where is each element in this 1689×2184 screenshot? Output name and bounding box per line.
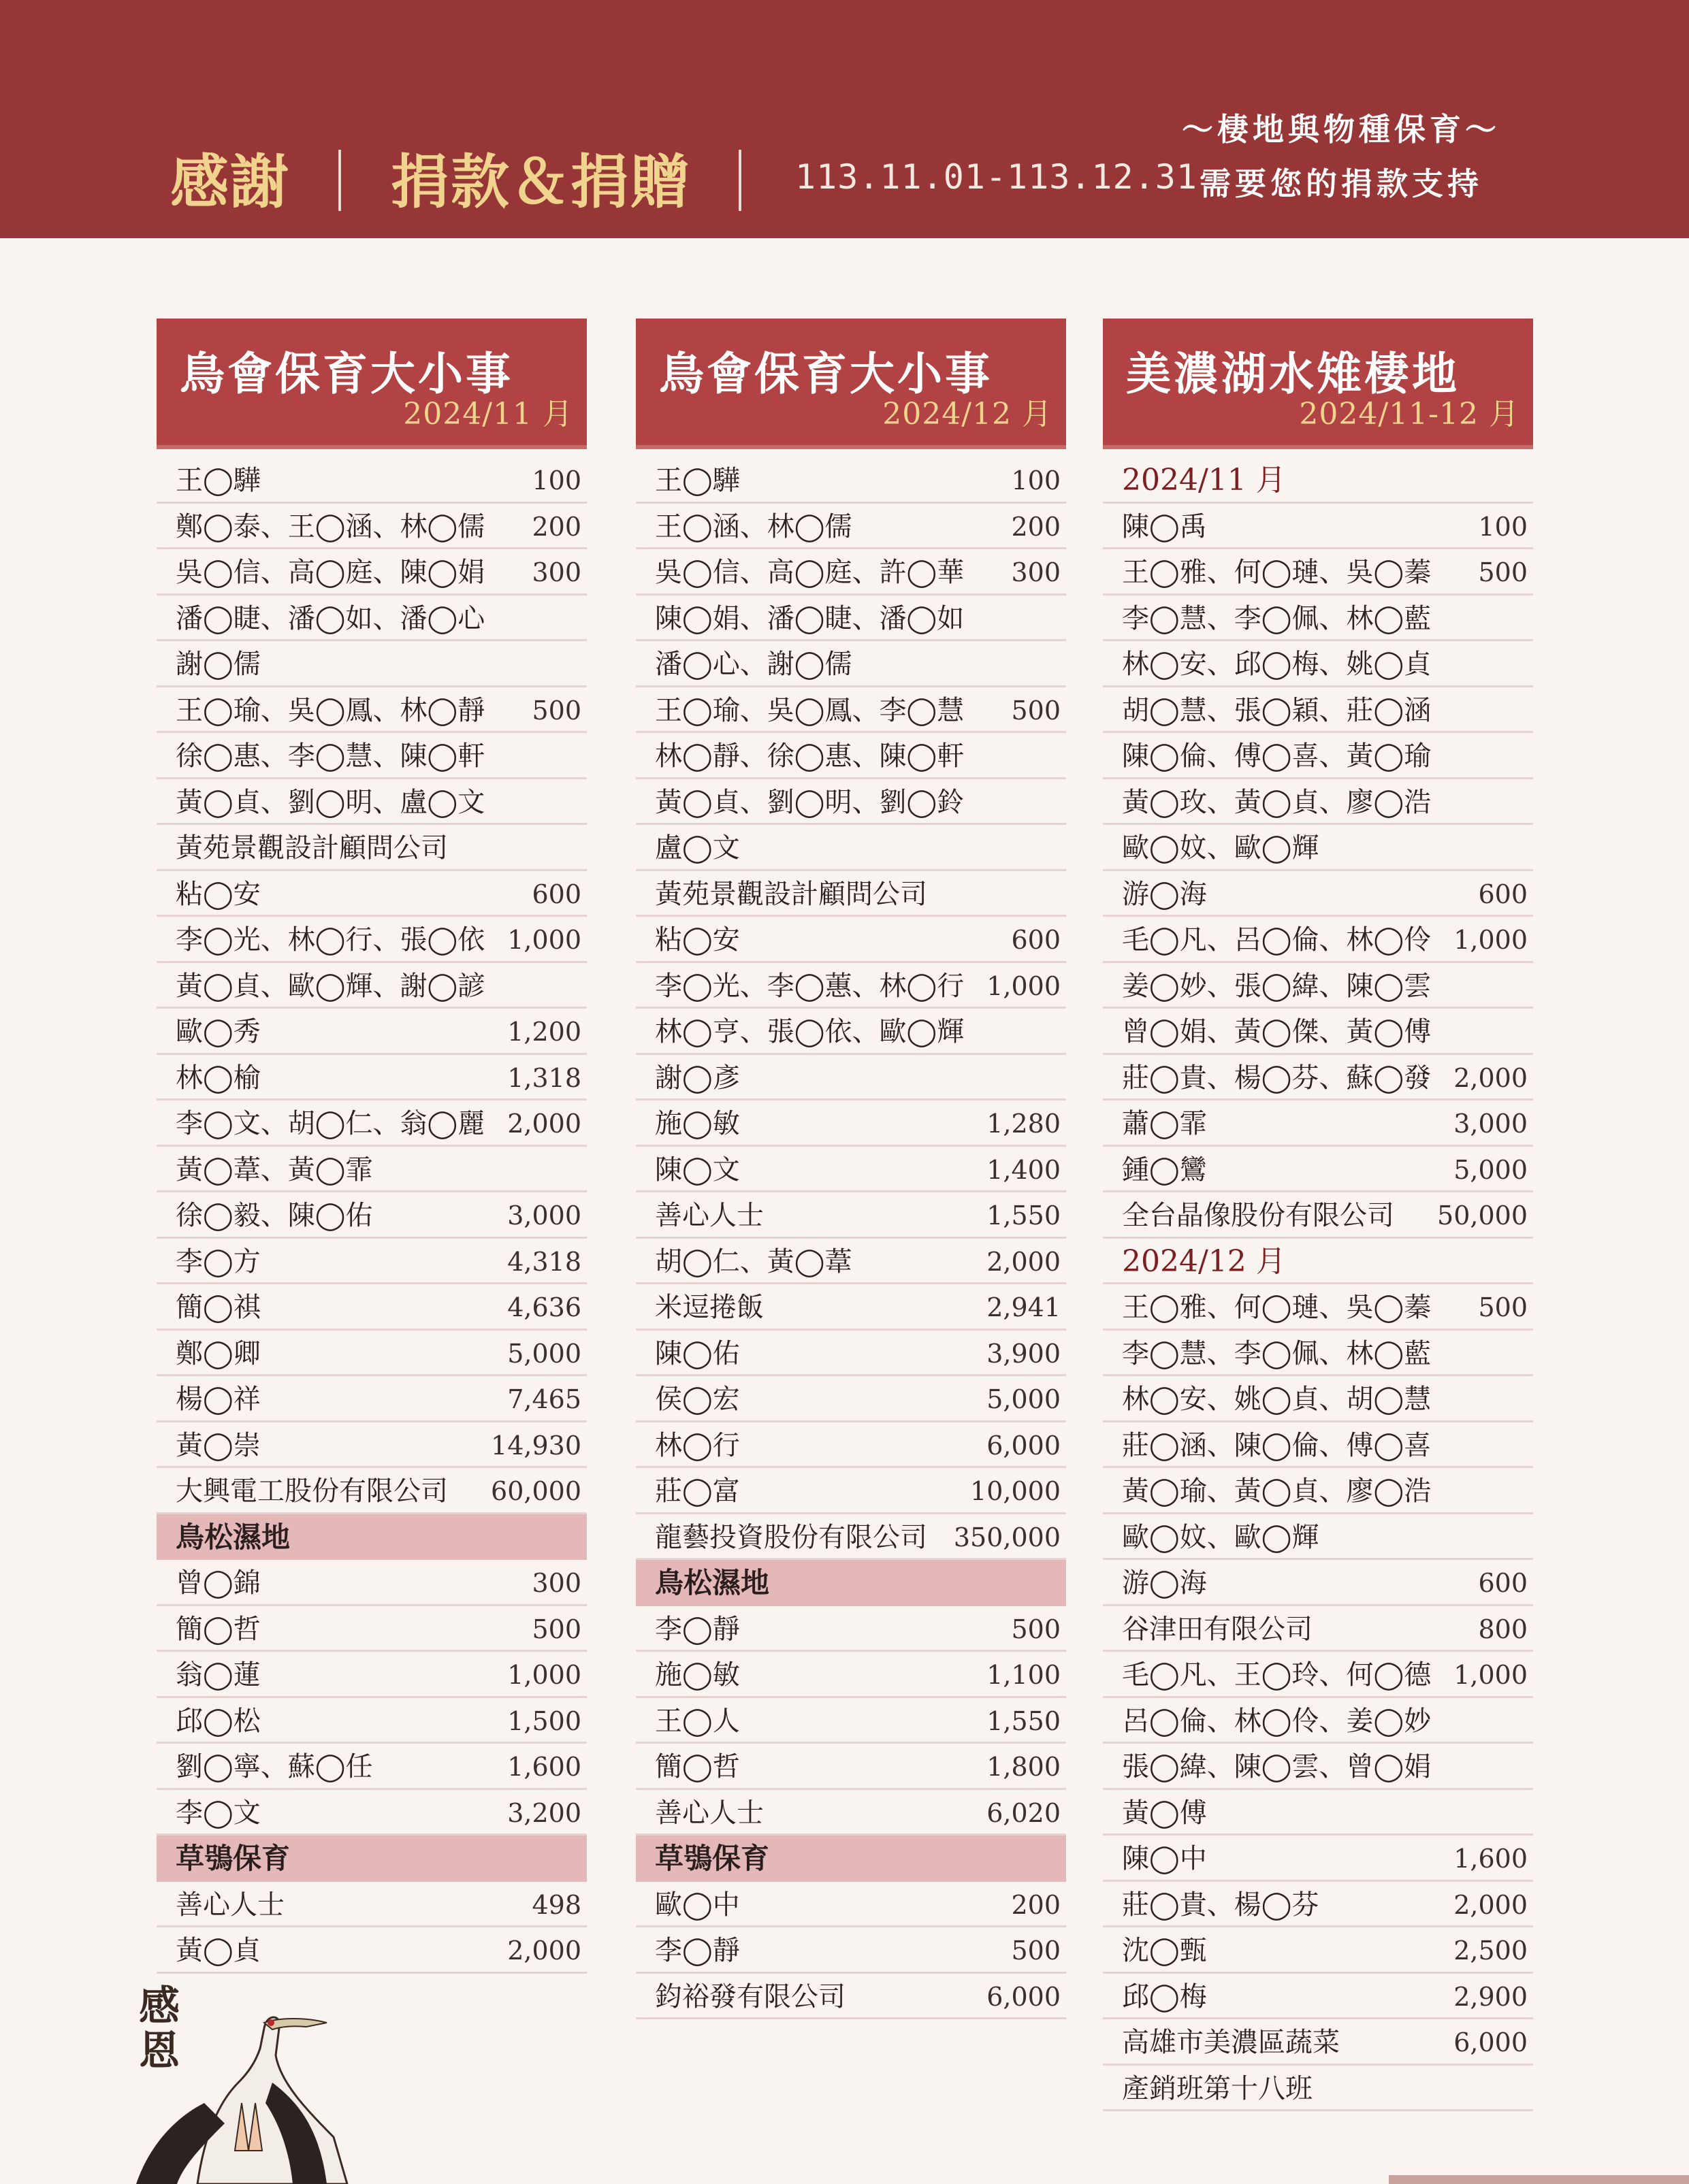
donor-name: 黃◯貞、劉◯明、劉◯鈴	[655, 786, 965, 818]
donation-amount: 2,000	[986, 1246, 1061, 1277]
donor-name: 李◯文、胡◯仁、翁◯麗	[176, 1108, 485, 1139]
donor-row	[636, 871, 1066, 917]
donor-row	[1103, 1422, 1533, 1469]
donation-amount: 500	[1011, 1614, 1061, 1644]
donor-row	[157, 596, 587, 642]
donor-row	[1103, 1468, 1533, 1514]
donation-amount: 1,000	[1453, 1660, 1528, 1690]
donor-name: 歐◯妏、歐◯輝	[1122, 1521, 1319, 1553]
donation-amount: 14,930	[491, 1430, 581, 1461]
donor-row	[636, 1468, 1066, 1514]
donor-row	[636, 1192, 1066, 1239]
donor-row	[157, 1790, 587, 1836]
donor-row	[636, 1882, 1066, 1928]
donor-row	[1103, 1652, 1533, 1698]
donor-name: 姜◯妙、張◯緯、陳◯雲	[1122, 970, 1432, 1002]
donor-name: 龍藝投資股份有限公司	[655, 1521, 927, 1553]
donor-row	[636, 596, 1066, 642]
donation-amount: 300	[532, 1568, 581, 1598]
donor-name: 鄭◯卿	[176, 1337, 261, 1369]
donation-amount: 500	[532, 695, 581, 726]
donation-amount: 1,500	[507, 1706, 581, 1736]
donor-name: 善心人士	[655, 1200, 764, 1231]
donor-name: 翁◯蓮	[176, 1659, 261, 1691]
donor-row	[157, 457, 587, 504]
donor-row	[636, 457, 1066, 504]
donor-name: 邱◯松	[176, 1705, 261, 1737]
donor-name: 施◯敏	[655, 1659, 740, 1691]
donor-row	[1103, 504, 1533, 550]
donor-name: 莊◯涵、陳◯倫、傅◯喜	[1122, 1429, 1432, 1461]
donor-row	[636, 1927, 1066, 1974]
donor-name: 王◯瑜、吳◯鳳、李◯慧	[655, 694, 965, 726]
section-header	[636, 1560, 1066, 1606]
donor-row	[636, 963, 1066, 1009]
slogan-line-1: ～棲地與物種保育～	[1182, 111, 1500, 148]
donor-name: 草鴞保育	[176, 1842, 291, 1875]
donor-row	[157, 963, 587, 1009]
donor-name: 黃苑景觀設計顧問公司	[176, 832, 448, 864]
donation-amount: 1,000	[986, 971, 1061, 1001]
donor-name: 邱◯梅	[1122, 1981, 1207, 2012]
donor-name: 林◯靜、徐◯惠、陳◯軒	[655, 740, 965, 772]
donation-amount: 500	[1011, 695, 1061, 726]
donation-amount: 600	[1478, 879, 1528, 909]
donation-amount: 2,000	[1453, 1889, 1528, 1920]
donor-row	[636, 825, 1066, 871]
donor-name: 2024/12 月	[1122, 1243, 1286, 1279]
donor-row	[636, 1606, 1066, 1652]
donor-name: 李◯光、李◯蕙、林◯行	[655, 970, 965, 1002]
donor-list	[157, 457, 587, 1974]
donation-amount: 500	[532, 1614, 581, 1644]
donor-name: 張◯緯、陳◯雲、曾◯娟	[1122, 1751, 1432, 1782]
donor-name: 黃◯貞	[176, 1935, 261, 1966]
donation-amount: 200	[1011, 511, 1061, 542]
donor-row	[636, 504, 1066, 550]
donor-row	[636, 641, 1066, 687]
donor-row	[636, 1147, 1066, 1193]
column-title: 鳥會保育大小事	[180, 347, 513, 400]
donor-name: 草鴞保育	[655, 1842, 770, 1875]
donor-row	[1103, 871, 1533, 917]
section-header	[636, 1836, 1066, 1882]
donor-name: 鈞裕發有限公司	[655, 1981, 846, 2012]
donor-name: 鍾◯鸞	[1122, 1154, 1207, 1186]
donation-amount: 600	[1478, 1568, 1528, 1598]
donor-name: 王◯雅、何◯璉、吳◯蓁	[1122, 1292, 1432, 1323]
donor-name: 林◯安、邱◯梅、姚◯貞	[1122, 649, 1432, 680]
donor-name: 莊◯貴、楊◯芬	[1122, 1889, 1319, 1921]
donor-name: 施◯敏	[655, 1108, 740, 1139]
donor-name: 胡◯慧、張◯穎、莊◯涵	[1122, 694, 1432, 726]
donation-amount: 1,100	[986, 1660, 1061, 1690]
donor-name: 侯◯宏	[655, 1384, 740, 1415]
section-header	[157, 1514, 587, 1561]
donor-row	[1103, 1147, 1533, 1193]
donor-name: 黃◯貞、劉◯明、盧◯文	[176, 786, 485, 818]
column-header	[157, 319, 587, 449]
donation-amount: 2,500	[1453, 1936, 1528, 1966]
donor-name: 粘◯安	[655, 924, 740, 956]
donor-name: 黃◯玫、黃◯貞、廖◯浩	[1122, 786, 1432, 818]
donor-name: 歐◯中	[655, 1889, 740, 1921]
donor-name: 全台晶像股份有限公司	[1122, 1200, 1394, 1231]
donation-amount: 1,550	[986, 1201, 1061, 1230]
donor-name: 粘◯安	[176, 878, 261, 910]
donation-amount: 2,000	[507, 1109, 581, 1139]
donor-name: 黃◯崇	[176, 1429, 261, 1461]
title-thanks: 感謝	[170, 148, 290, 216]
donation-amount: 1,318	[507, 1062, 581, 1093]
donor-name: 黃◯瑜、黃◯貞、廖◯浩	[1122, 1476, 1432, 1507]
donor-name: 李◯文	[176, 1797, 261, 1829]
donation-amount: 5,000	[986, 1384, 1061, 1414]
donor-row	[1103, 1101, 1533, 1147]
donation-amount: 5,000	[1453, 1154, 1528, 1185]
donor-name: 李◯慧、李◯佩、林◯藍	[1122, 602, 1432, 634]
donor-name: 王◯驊	[655, 465, 740, 496]
donor-name: 楊◯祥	[176, 1384, 261, 1415]
corner-accent	[1389, 2175, 1689, 2184]
donor-name: 曾◯娟、黃◯傑、黃◯傅	[1122, 1016, 1432, 1047]
donor-row	[157, 687, 587, 734]
donor-row	[157, 1652, 587, 1698]
donor-row	[1103, 1882, 1533, 1928]
donation-amount: 1,200	[507, 1017, 581, 1047]
donor-name: 黃◯傅	[1122, 1797, 1207, 1829]
donor-row	[1103, 1192, 1533, 1239]
donor-name: 游◯海	[1122, 1567, 1207, 1599]
donor-name: 王◯涵、林◯儒	[655, 510, 852, 542]
column-header	[636, 319, 1066, 449]
donation-amount: 1,000	[507, 925, 581, 955]
donor-name: 莊◯貴、楊◯芬、蘇◯發	[1122, 1062, 1432, 1094]
donor-name: 莊◯富	[655, 1476, 740, 1507]
donor-name: 劉◯寧、蘇◯任	[176, 1751, 373, 1782]
donation-amount: 350,000	[953, 1522, 1061, 1552]
donation-amount: 200	[532, 511, 581, 542]
donor-row	[157, 825, 587, 871]
donor-name: 歐◯秀	[176, 1016, 261, 1047]
donor-row	[1103, 1514, 1533, 1561]
donor-row	[636, 733, 1066, 779]
donor-row	[157, 1284, 587, 1331]
donor-row	[636, 1009, 1066, 1055]
donation-amount: 4,318	[507, 1246, 581, 1277]
donation-amount: 1,600	[1453, 1844, 1528, 1874]
donor-name: 陳◯佑	[655, 1337, 740, 1369]
date-range: 113.11.01-113.12.31	[795, 157, 1197, 197]
donor-name: 王◯驊	[176, 465, 261, 496]
donor-row	[1103, 1284, 1533, 1331]
donor-name: 鄭◯泰、王◯涵、林◯儒	[176, 510, 485, 542]
donor-name: 李◯慧、李◯佩、林◯藍	[1122, 1337, 1432, 1369]
donation-amount: 5,000	[507, 1338, 581, 1369]
donor-name: 鳥松濕地	[655, 1566, 770, 1599]
donor-name: 毛◯凡、王◯玲、何◯德	[1122, 1659, 1432, 1691]
donation-amount: 800	[1478, 1614, 1528, 1644]
column-title: 鳥會保育大小事	[659, 347, 993, 400]
donor-row	[636, 1514, 1066, 1561]
donor-row	[1103, 1009, 1533, 1055]
donor-name: 簡◯哲	[176, 1613, 261, 1645]
donor-row	[636, 917, 1066, 963]
donor-row	[636, 687, 1066, 734]
month-header	[1103, 457, 1533, 504]
donor-name: 曾◯錦	[176, 1567, 261, 1599]
title-donations: 捐款＆捐贈	[391, 148, 690, 216]
donation-amount: 2,941	[986, 1292, 1061, 1322]
column-bird-nov	[157, 319, 587, 1974]
donor-name: 陳◯禹	[1122, 510, 1207, 542]
donor-row	[1103, 1974, 1533, 2020]
donor-row	[1103, 1055, 1533, 1101]
donor-name: 陳◯倫、傅◯喜、黃◯瑜	[1122, 740, 1432, 772]
donor-name: 吳◯信、高◯庭、許◯華	[655, 557, 965, 588]
donor-row	[1103, 596, 1533, 642]
column-header	[1103, 319, 1533, 449]
donation-amount: 6,000	[986, 1981, 1061, 2012]
donor-row	[1103, 779, 1533, 826]
donation-amount: 2,000	[507, 1936, 581, 1966]
donor-name: 徐◯毅、陳◯佑	[176, 1200, 373, 1231]
month-header	[1103, 1239, 1533, 1285]
column-title: 美濃湖水雉棲地	[1126, 347, 1460, 400]
donor-name: 潘◯心、謝◯儒	[655, 649, 852, 680]
donor-row	[157, 504, 587, 550]
donor-name: 毛◯凡、呂◯倫、林◯伶	[1122, 924, 1432, 956]
donor-row	[1103, 1790, 1533, 1836]
donation-amount: 3,000	[507, 1201, 581, 1230]
donor-name: 王◯雅、何◯璉、吳◯蓁	[1122, 557, 1432, 588]
donor-name: 胡◯仁、黃◯葦	[655, 1245, 852, 1277]
donation-amount: 100	[1478, 511, 1528, 542]
donation-amount: 50,000	[1437, 1201, 1528, 1230]
donor-row	[636, 779, 1066, 826]
donor-name: 黃◯貞、歐◯輝、謝◯諺	[176, 970, 485, 1002]
donor-row	[157, 1698, 587, 1744]
donation-amount: 500	[1478, 1292, 1528, 1322]
donor-row	[1103, 549, 1533, 596]
page-title	[170, 136, 1197, 218]
donation-amount: 100	[1011, 466, 1061, 495]
donation-amount: 500	[1478, 557, 1528, 587]
donor-name: 林◯行	[655, 1429, 740, 1461]
donor-row	[157, 1192, 587, 1239]
donation-amount: 60,000	[491, 1476, 581, 1506]
donation-amount: 2,000	[1453, 1062, 1528, 1093]
donor-name: 黃苑景觀設計顧問公司	[655, 878, 927, 910]
donation-amount: 3,000	[1453, 1109, 1528, 1139]
donor-name: 林◯亨、張◯依、歐◯輝	[655, 1016, 965, 1047]
donor-row	[157, 1882, 587, 1928]
donor-row	[157, 1744, 587, 1790]
donor-row	[157, 779, 587, 826]
donation-amount: 10,000	[970, 1476, 1061, 1506]
donor-row	[157, 549, 587, 596]
donor-name: 王◯人	[655, 1705, 740, 1737]
column-period: 2024/11 月	[403, 397, 573, 431]
donor-name: 蕭◯霏	[1122, 1108, 1207, 1139]
donor-name: 潘◯睫、潘◯如、潘◯心	[176, 602, 485, 634]
donor-row	[636, 1376, 1066, 1422]
donation-amount: 100	[532, 466, 581, 495]
donor-row	[157, 733, 587, 779]
donor-name: 善心人士	[655, 1797, 764, 1829]
donor-row	[636, 1652, 1066, 1698]
donor-row	[1103, 1698, 1533, 1744]
donor-row	[1103, 1560, 1533, 1606]
donation-amount: 6,000	[986, 1430, 1061, 1461]
donor-row	[157, 641, 587, 687]
donor-row	[157, 1009, 587, 1055]
donor-row	[636, 549, 1066, 596]
donation-amount: 1,600	[507, 1752, 581, 1782]
donor-name: 謝◯彥	[655, 1062, 740, 1094]
donation-amount: 300	[1011, 557, 1061, 587]
donor-row	[1103, 917, 1533, 963]
column-period: 2024/12 月	[882, 397, 1052, 431]
donor-name: 米逗捲飯	[655, 1292, 764, 1323]
donor-row	[157, 1331, 587, 1377]
donor-name: 陳◯中	[1122, 1843, 1207, 1874]
donor-row	[157, 871, 587, 917]
donor-row	[1103, 1331, 1533, 1377]
donor-name: 歐◯妏、歐◯輝	[1122, 832, 1319, 864]
donor-name: 沈◯甄	[1122, 1935, 1207, 1966]
donor-name: 簡◯祺	[176, 1292, 261, 1323]
donation-amount: 600	[1011, 925, 1061, 955]
section-header	[157, 1836, 587, 1882]
donor-name: 2024/11 月	[1122, 463, 1286, 498]
donation-amount: 300	[532, 557, 581, 587]
donor-row	[636, 1744, 1066, 1790]
donor-name: 陳◯文	[655, 1154, 740, 1186]
slogan	[1151, 102, 1532, 211]
donation-amount: 500	[1011, 1936, 1061, 1966]
donor-row	[157, 1101, 587, 1147]
donor-name: 黃◯葦、黃◯霏	[176, 1154, 373, 1186]
donation-amount: 1,400	[986, 1154, 1061, 1185]
donor-name: 盧◯文	[655, 832, 740, 864]
donation-amount: 3,200	[507, 1797, 581, 1828]
donor-name: 李◯光、林◯行、張◯依	[176, 924, 485, 956]
donor-name: 林◯安、姚◯貞、胡◯慧	[1122, 1384, 1432, 1415]
donor-row	[157, 1239, 587, 1285]
donation-amount: 1,000	[1453, 925, 1528, 955]
donor-row	[1103, 825, 1533, 871]
donor-name: 善心人士	[176, 1889, 285, 1921]
donor-row	[636, 1239, 1066, 1285]
donor-name: 陳◯娟、潘◯睫、潘◯如	[655, 602, 965, 634]
column-bird-dec	[636, 319, 1066, 2019]
donor-row	[157, 1422, 587, 1469]
donor-name: 谷津田有限公司	[1122, 1613, 1313, 1645]
donor-row	[1103, 1744, 1533, 1790]
donor-row	[636, 1055, 1066, 1101]
donation-amount: 3,900	[986, 1338, 1061, 1369]
column-meinong	[1103, 319, 1533, 2111]
title-divider: ｜	[309, 147, 372, 218]
donor-name: 吳◯信、高◯庭、陳◯娟	[176, 557, 485, 588]
donor-name: 林◯榆	[176, 1062, 261, 1094]
donor-name: 李◯靜	[655, 1935, 740, 1966]
donor-row	[1103, 1606, 1533, 1652]
donation-amount: 498	[532, 1889, 581, 1920]
donor-list	[1103, 457, 1533, 2111]
donor-name: 簡◯哲	[655, 1751, 740, 1782]
donation-amount: 1,800	[986, 1752, 1061, 1782]
donor-name: 李◯靜	[655, 1613, 740, 1645]
donation-amount: 4,636	[507, 1292, 581, 1322]
donor-name: 產銷班第十八班	[1122, 2072, 1313, 2104]
donation-amount: 1,000	[507, 1660, 581, 1690]
donor-row	[157, 917, 587, 963]
donor-name: 鳥松濕地	[176, 1520, 291, 1554]
donation-amount: 600	[532, 879, 581, 909]
donor-name: 大興電工股份有限公司	[176, 1476, 448, 1507]
slogan-line-2: 需要您的捐款支持	[1200, 165, 1483, 202]
donor-row	[636, 1101, 1066, 1147]
donor-name: 李◯方	[176, 1245, 261, 1277]
donor-row	[1103, 1836, 1533, 1882]
donor-row	[1103, 2066, 1533, 2112]
donor-row	[1103, 733, 1533, 779]
donor-row	[157, 1147, 587, 1193]
donor-row	[636, 1422, 1066, 1469]
logo-text: 感恩	[132, 1984, 180, 2074]
donor-name: 王◯瑜、吳◯鳳、林◯靜	[176, 694, 485, 726]
donor-list	[636, 457, 1066, 2019]
donor-row	[157, 1468, 587, 1514]
donation-amount: 2,900	[1453, 1981, 1528, 2012]
donor-row	[157, 1376, 587, 1422]
donation-amount: 1,280	[986, 1109, 1061, 1139]
donor-row	[636, 1331, 1066, 1377]
donor-row	[1103, 1927, 1533, 1974]
donor-row	[1103, 963, 1533, 1009]
donation-amount: 6,020	[986, 1797, 1061, 1828]
donation-amount: 1,550	[986, 1706, 1061, 1736]
donor-row	[157, 1055, 587, 1101]
donor-name: 謝◯儒	[176, 649, 261, 680]
donor-name: 高雄市美濃區蔬菜	[1122, 2027, 1340, 2058]
donation-amount: 200	[1011, 1889, 1061, 1920]
column-period: 2024/11-12 月	[1299, 397, 1519, 431]
donor-name: 呂◯倫、林◯伶、姜◯妙	[1122, 1705, 1432, 1737]
donor-row	[636, 1790, 1066, 1836]
donor-name: 游◯海	[1122, 878, 1207, 910]
donor-row	[636, 1698, 1066, 1744]
donor-row	[1103, 1376, 1533, 1422]
donor-row	[157, 1560, 587, 1606]
donor-row	[636, 1284, 1066, 1331]
donation-amount: 6,000	[1453, 2027, 1528, 2057]
donor-row	[1103, 641, 1533, 687]
donor-row	[1103, 687, 1533, 734]
donor-name: 徐◯惠、李◯慧、陳◯軒	[176, 740, 485, 772]
title-divider-2: ｜	[709, 147, 772, 218]
donor-row	[157, 1606, 587, 1652]
donor-row	[1103, 2019, 1533, 2066]
donor-row	[636, 1974, 1066, 2020]
donation-amount: 7,465	[507, 1384, 581, 1414]
